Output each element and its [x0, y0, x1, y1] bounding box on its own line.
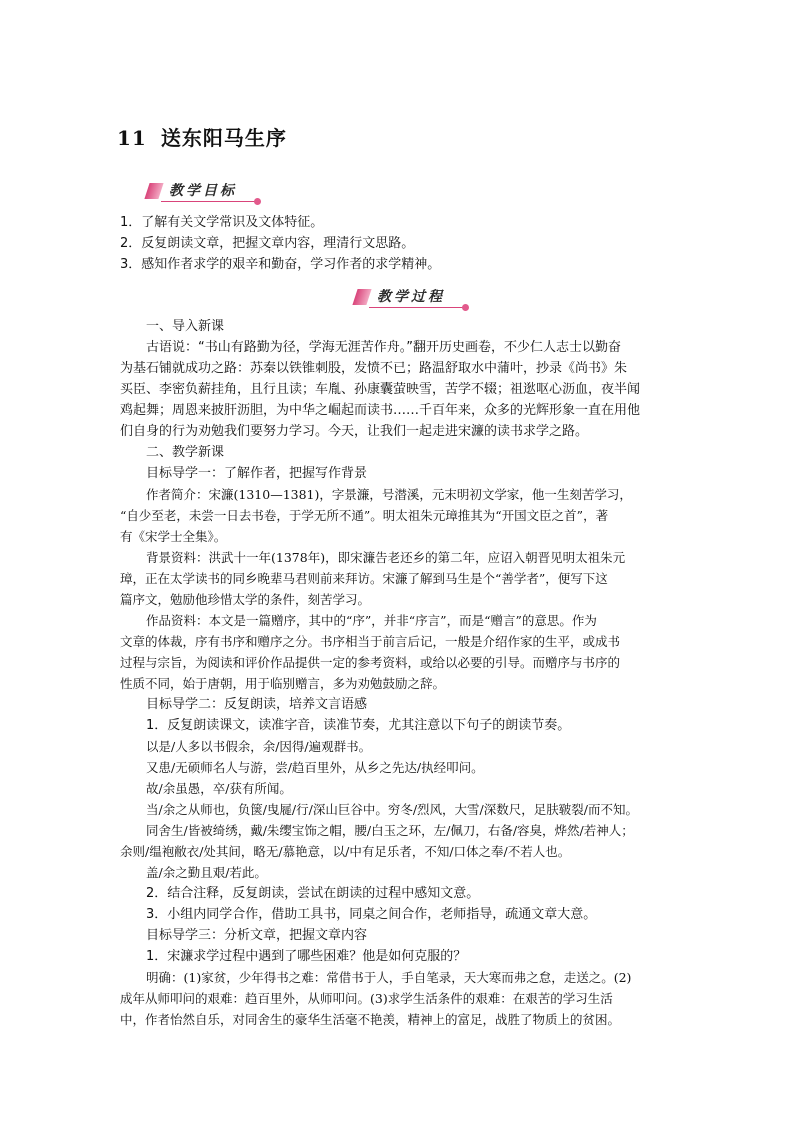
background-line: 璋，正在太学读书的同乡晚辈马君则前来拜访。宋濂了解到马生是个“善学者”，便写下这: [120, 571, 608, 586]
subheading-new-lesson: 二、教学新课: [146, 445, 225, 460]
banner-dot: [462, 304, 469, 311]
section-heading-goals: 教学目标: [169, 183, 237, 199]
rhythm-sentence: 同舍生/皆被绮绣，戴/朱缨宝饰之帽，腰/白玉之环，左/佩刀，右备/容臭，烨然/若神人；: [146, 823, 634, 838]
answer-line: 成年从师叩问的艰难：趋百里外，从师叩问。(3)求学生活条件的艰难：在艰苦的学习生活: [120, 991, 613, 1006]
work-info-line: 作品资料：本文是一篇赠序，其中的“序”，并非“序言”，而是“赠言”的意思。作为: [146, 613, 597, 628]
goal-guide-2: 目标导学二：反复朗读，培养文言语感: [146, 697, 368, 712]
rhythm-sentence: 余则/缊袍敝衣/处其间，略无/慕艳意，以/中有足乐者，不知/口体之奉/不若人也。: [120, 844, 571, 859]
goal-item: 3．感知作者求学的艰辛和勤奋，学习作者的求学精神。: [120, 257, 441, 272]
work-info-line: 性质不同，始于唐朝，用于临别赠言，多为劝勉鼓励之辞。: [120, 676, 446, 691]
rhythm-sentence: 又患/无硕师名人与游，尝/趋百里外，从乡之先达/执经叩问。: [146, 760, 484, 775]
banner-accent-bar: [352, 289, 371, 305]
rhythm-sentence: 盖/余之勤且艰/若此。: [146, 865, 267, 880]
paragraph-line: 古语说：“书山有路勤为径，学海无涯苦作舟。”翻开历史画卷，不少仁人志士以勤奋: [146, 340, 621, 355]
banner-accent-bar: [144, 183, 163, 199]
goal-guide-1: 目标导学一：了解作者，把握写作背景: [146, 466, 368, 481]
reading-task: 3．小组内同学合作，借助工具书，同桌之间合作，老师指导，疏通文章大意。: [146, 907, 597, 922]
goal-item: 1．了解有关文学常识及文体特征。: [120, 215, 324, 230]
subheading-intro: 一、导入新课: [146, 319, 225, 334]
goal-item: 2．反复朗读文章，把握文章内容，理清行文思路。: [120, 236, 415, 251]
rhythm-sentence: 故/余虽愚，卒/获有所闻。: [146, 781, 292, 796]
section-banner-process: [355, 286, 473, 308]
background-line: 篇序文，勉励他珍惜太学的条件，刻苦学习。: [120, 592, 371, 607]
answer-line: 中，作者怡然自乐，对同舍生的豪华生活毫不艳羡，精神上的富足，战胜了物质上的贫困。: [120, 1012, 621, 1027]
section-heading-process: 教学过程: [377, 289, 445, 305]
goals-list: [120, 212, 680, 275]
paragraph-line: 买臣、李密负薪挂角，且行且读；车胤、孙康囊萤映雪，苦学不辍；祖逖呕心沥血，夜半闻: [120, 382, 641, 397]
paragraph-line: 为基石铺就成功之路：苏秦以铁锥刺股，发愤不已；路温舒取水中蒲叶，抄录《尚书》朱: [120, 361, 628, 376]
work-info-line: 文章的体裁，序有书序和赠序之分。书序相当于前言后记，一般是介绍作家的生平，或成书: [120, 634, 621, 649]
author-intro-line: 作者简介：宋濂(1310—1381)，字景濂，号潜溪，元末明初文学家，他一生刻苦学习，: [146, 487, 632, 502]
reading-task: 2．结合注释，反复朗读，尝试在朗读的过程中感知文意。: [146, 886, 480, 901]
lesson-number: 11: [117, 126, 147, 150]
answer-line: 明确：(1)家贫，少年得书之难：常借书于人，手自笔录，天大寒而弗之怠，走送之。(2): [146, 970, 632, 985]
background-line: 背景资料：洪武十一年(1378年)，即宋濂告老还乡的第二年，应诏入朝晋见明太祖朱元: [146, 550, 626, 565]
rhythm-sentence: 当/余之从师也，负箧/曳屣/行/深山巨谷中。穷冬/烈风，大雪/深数尺，足肤皲裂/而不知。: [146, 802, 638, 817]
process-body: [120, 316, 680, 1030]
lesson-title: [117, 122, 287, 151]
question-line: 1．宋濂求学过程中遇到了哪些困难？他是如何克服的？: [146, 949, 467, 964]
author-intro-line: 有《宋学士全集》。: [120, 529, 227, 544]
banner-dot: [254, 198, 261, 205]
reading-task: 1．反复朗读课文，读准字音，读准节奏，尤其注意以下句子的朗读节奏。: [146, 718, 571, 733]
rhythm-sentence: 以是/人多以书假余，余/因得/遍观群书。: [146, 739, 372, 754]
paragraph-line: 们自身的行为劝勉我们要努力学习。今天，让我们一起走进宋濂的读书求学之路。: [120, 424, 589, 439]
banner-underline: [161, 201, 259, 202]
goal-guide-3: 目标导学三：分析文章，把握文章内容: [146, 928, 368, 943]
lesson-name: 送东阳马生序: [160, 126, 287, 150]
work-info-line: 过程与宗旨，为阅读和评价作品提供一定的参考资料，或给以必要的引导。而赠序与书序的: [120, 655, 621, 670]
paragraph-line: 鸡起舞；周恩来披肝沥胆，为中华之崛起而读书……千百年来，众多的光辉形象一直在用他: [120, 403, 641, 418]
banner-underline: [369, 307, 467, 308]
section-banner-goals: [147, 180, 265, 202]
author-intro-line: “自少至老，未尝一日去书卷，于学无所不通”。明太祖朱元璋推其为“开国文臣之首”，著: [120, 508, 609, 523]
